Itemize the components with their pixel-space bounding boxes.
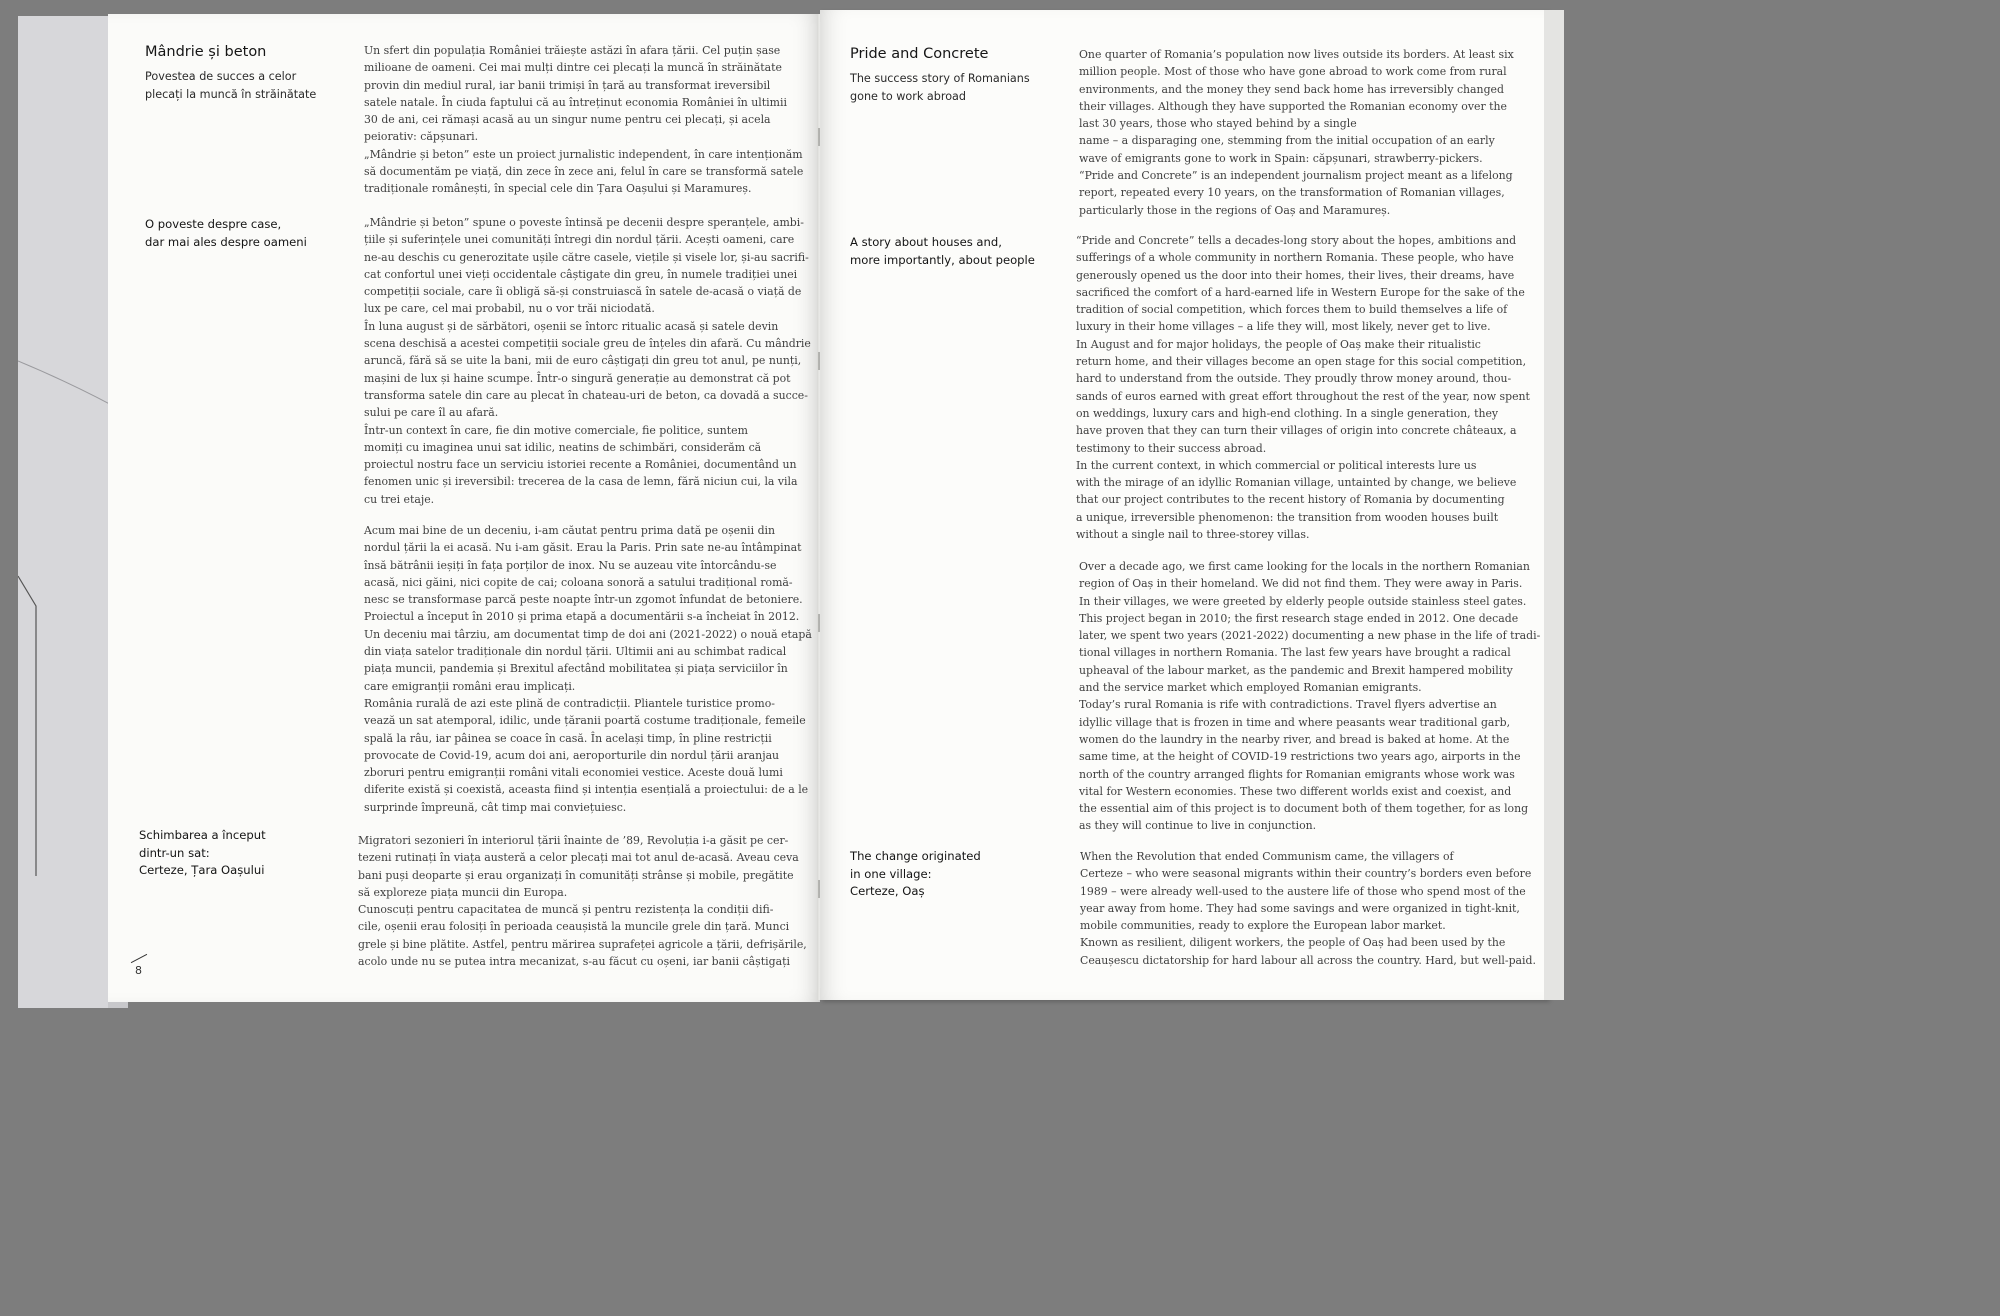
text-line: without a single nail to three-storey villas.	[1076, 528, 1310, 542]
text-line: Proiectul a început în 2010 și prima etapă a documentării s-a încheiat în 2012.	[364, 610, 800, 624]
text-line: north of the country arranged flights for Romanian emigrants whose work was	[1079, 767, 1515, 781]
text-line: competiții sociale, care îi obligă să-și construiască în satele de-acasă o viață de	[364, 285, 802, 299]
text-line: a unique, irreversible phenomenon: the transition from wooden houses built	[1076, 510, 1499, 524]
text-line: ne-au deschis cu generozitate ușile către casele, viețile și visele lor, și-au sacrifi-	[364, 250, 809, 264]
text-line: provin din mediul rural, iar banii trimiși în țară au transformat ireversibil	[364, 78, 771, 92]
text-line: țiile și suferințele unei comunități întregi din nordul țării. Acești oameni, care	[364, 233, 795, 247]
text-line: their villages. Although they have supported the Romanian economy over the	[1079, 99, 1507, 113]
left-title: Mândrie și beton	[145, 44, 267, 60]
text-line: year away from home. They had some savings and were organized in tight-knit,	[1080, 901, 1520, 915]
text-line: 1989 – were already well-used to the austere life of those who spend most of the	[1080, 884, 1526, 898]
text-line: provocate de Covid-19, acum doi ani, aeroporturile din nordul țării aranjau	[364, 748, 780, 762]
text-line: În luna august și de sărbători, oșenii se întorc ritualic acasă și satele devin	[364, 319, 779, 333]
text-line: să documentăm pe viață, din zece în zece ani, felul în care se transformă satele	[364, 165, 804, 179]
text-line: with the mirage of an idyllic Romanian village, untainted by change, we believe	[1076, 476, 1517, 490]
text-line: transforma satele din care au plecat în chateau-uri de beton, ca dovadă a succe-	[364, 388, 808, 402]
text-line: 30 de ani, cei rămași acasă au un singur nume pentru cei plecați, și acela	[364, 113, 771, 127]
text-line: sands of euros earned with great effort throughout the rest of the year, now spent	[1076, 389, 1530, 403]
text-line: zboruri pentru emigranții români vitali economiei vestice. Aceste două lumi	[364, 766, 783, 780]
text-line: wave of emigrants gone to work in Spain: căpșunari, strawberry-pickers.	[1079, 151, 1483, 165]
text-line: milioane de oameni. Cei mai mulți dintre cei plecați la muncă în străinătate	[364, 61, 782, 75]
text-line: and the service market which employed Romanian emigrants.	[1079, 681, 1422, 695]
text-line: Certeze – who were seasonal migrants within their country’s borders even before	[1080, 867, 1532, 881]
text-line: tradition of social competition, which forces them to build themselves a life of	[1076, 303, 1508, 317]
left-section2-body	[364, 522, 812, 816]
text-line: Known as resilient, diligent workers, the people of Oaș had been used by the	[1080, 936, 1506, 950]
text-line: peiorativ: căpșunari.	[364, 130, 479, 144]
text-line: testimony to their success abroad.	[1076, 441, 1267, 455]
text-line: Today’s rural Romania is rife with contradictions. Travel flyers advertise an	[1079, 698, 1497, 712]
text-line: region of Oaș in their homeland. We did not find them. They were away in Paris.	[1079, 577, 1523, 591]
text-line: Un sfert din populația României trăiește astăzi în afara țării. Cel puțin șase	[364, 44, 781, 57]
text-line: momiți cu imaginea unui sat idilic, neatins de schimbări, considerăm că	[364, 440, 762, 454]
text-line: “Pride and Concrete” is an independent journalism project meant as a lifelong	[1079, 169, 1513, 183]
page-edge	[1544, 10, 1564, 1000]
text-line: acolo unde nu se putea intra mecanizat, s-au făcut cu oșeni, iar banii câștigați	[358, 955, 790, 969]
text-line: Într-un context în care, fie din motive comerciale, fie politice, suntem	[364, 423, 748, 437]
text-line: return home, and their villages become an open stage for this social competition,	[1076, 355, 1527, 369]
text-line: surprinde împreună, cât timp mai conviețuiesc.	[364, 800, 627, 814]
text-line: later, we spent two years (2021-2022) documenting a new phase in the life of tradi-	[1079, 629, 1541, 643]
text-line: din viața satelor tradiționale din nordul țării. Ultimii ani au schimbat radical	[364, 645, 787, 659]
text-line: idyllic village that is frozen in time and where peasants wear traditional garb,	[1079, 715, 1511, 729]
text-line: environments, and the money they send back home has irreversibly changed	[1079, 82, 1504, 96]
text-line: report, repeated every 10 years, on the transformation of Romanian villages,	[1079, 186, 1505, 200]
text-line: particularly those in the regions of Oaș and Maramureș.	[1079, 203, 1391, 217]
right-page	[820, 10, 1548, 1000]
text-line: tezeni rutinați în viața austeră a celor plecați mai tot anul de-acasă. Aveau ceva	[358, 851, 799, 865]
right-section3-body	[1080, 848, 1536, 969]
text-line: luxury in their home villages – a life they will, most likely, never get to live.	[1076, 320, 1491, 334]
right-section1-heading: A story about houses and, more importantly, about people	[850, 235, 1035, 267]
right-section3-heading: The change originated in one village: Certeze, Oaș	[850, 849, 981, 898]
text-line: „Mândrie și beton” este un proiect jurnalistic independent, în care intenționăm	[364, 147, 803, 161]
right-intro	[1079, 46, 1514, 219]
text-line: bani puși deoparte și erau organizați în comunități strânse și mobile, pregătite	[358, 868, 794, 882]
left-section3-heading: Schimbarea a început dintr-un sat: Certeze, Țara Oașului	[139, 828, 266, 877]
text-line: piața muncii, pandemia și Brexitul afectând mobilitatea și piața serviciilor în	[364, 662, 788, 676]
left-section3-body	[358, 832, 807, 970]
text-line: last 30 years, those who stayed behind by a single	[1079, 117, 1357, 131]
text-line: Over a decade ago, we first came looking for the locals in the northern Romanian	[1079, 560, 1530, 573]
text-line: Migratori sezonieri în interiorul țării înainte de ’89, Revoluția i-a găsit pe cer-	[358, 834, 789, 847]
text-line: Cunoscuți pentru capacitatea de muncă și pentru rezistența la condiții difi-	[358, 903, 774, 917]
text-line: same time, at the height of COVID-19 restrictions two years ago, airports in the	[1079, 750, 1521, 764]
text-line: care emigranții români erau implicați.	[364, 679, 576, 693]
text-line: on weddings, luxury cars and high-end clothing. In a single generation, they	[1076, 406, 1499, 420]
page-number-mark	[131, 954, 147, 963]
text-line: When the Revolution that ended Communism came, the villagers of	[1080, 850, 1454, 863]
text-line: scena deschisă a acestei competiții sociale greu de înțeles din afară. Cu mândrie	[364, 337, 811, 351]
text-line: lux pe care, cel mai probabil, nu o vor trăi niciodată.	[364, 302, 655, 316]
text-line: România rurală de azi este plină de contradicții. Pliantele turistice promo-	[364, 696, 775, 710]
text-line: One quarter of Romania’s population now lives outside its borders. At least six	[1079, 48, 1514, 61]
left-intro	[364, 42, 803, 198]
text-line: generously opened us the door into their homes, their lives, their dreams, have	[1076, 268, 1515, 282]
text-line: nesc se transformase parcă peste noapte într-un zgomot înfundat de betoniere.	[364, 593, 803, 607]
right-section2-body	[1079, 558, 1540, 835]
text-line: cile, oșenii erau folosiți în perioada ceaușistă la muncile grele din țară. Munci	[358, 920, 790, 934]
text-line: cat confortul unei vieți occidentale câștigate din greu, în numele tradiției unei	[364, 267, 798, 281]
text-line: have proven that they can turn their villages of origin into concrete châteaux, a	[1076, 424, 1517, 438]
text-line: the essential aim of this project is to document both of them together, for as long	[1079, 802, 1529, 816]
text-line: “Pride and Concrete” tells a decades-long story about the hopes, ambitions and	[1076, 234, 1517, 247]
text-line: Ceaușescu dictatorship for hard labour all across the country. Hard, but well-paid.	[1080, 953, 1536, 967]
left-section1-body	[364, 214, 811, 508]
text-line: sufferings of a whole community in northern Romania. These people, who have	[1076, 251, 1514, 265]
text-line: satele natale. În ciuda faptului că au întreținut economia României în ultimii	[364, 95, 787, 109]
right-subtitle: The success story of Romanians gone to work abroad	[850, 72, 1030, 103]
text-line: nordul țării la ei acasă. Nu i-am găsit. Erau la Paris. Prin sate ne-au întâmpinat	[364, 541, 802, 555]
text-line: tional villages in northern Romania. The last few years have brought a radical	[1079, 646, 1511, 660]
text-line: cu trei etaje.	[364, 492, 435, 506]
text-line: să exploreze piața muncii din Europa.	[358, 885, 568, 899]
text-line: mașini de lux și haine scumpe. Într-o singură generație au demonstrat că pot	[364, 371, 791, 385]
text-line: fenomen unic și ireversibil: trecerea de la casa de lemn, fără niciun cui, la vila	[364, 475, 798, 489]
text-line: însă bătrânii ieșiți în fața porților de inox. Nu se auzeau vite întorcându-se	[364, 558, 777, 572]
text-line: name – a disparaging one, stemming from the initial occupation of an early	[1079, 134, 1495, 148]
text-line: In the current context, in which commercial or political interests lure us	[1076, 458, 1477, 472]
text-line: sacrificed the comfort of a hard-earned life in Western Europe for the sake of the	[1076, 285, 1525, 299]
text-line: Un deceniu mai târziu, am documentat timp de doi ani (2021-2022) o nouă etapă	[364, 627, 812, 641]
text-line: sului pe care îl au afară.	[364, 406, 499, 420]
text-line: spală la râu, iar pâinea se coace în casă. În același timp, în pline restricții	[364, 731, 772, 745]
text-line: grele și bine plătite. Astfel, pentru mărirea suprafeței agricole a țării, defrișările,	[358, 937, 807, 951]
left-page	[108, 14, 820, 1002]
text-line: diferite există și coexistă, aceasta fiind și intenția esențială a proiectului: de a le	[364, 783, 809, 797]
text-line: upheaval of the labour market, as the pandemic and Brexit hampered mobility	[1079, 663, 1513, 677]
text-line: women do the laundry in the nearby river, and bread is baked at home. At the	[1079, 732, 1510, 746]
right-section1-body	[1076, 232, 1530, 543]
text-line: „Mândrie și beton” spune o poveste întinsă pe decenii despre speranțele, ambi-	[364, 216, 804, 229]
right-title: Pride and Concrete	[850, 46, 989, 62]
text-line: hard to understand from the outside. They proudly throw money around, thou-	[1076, 372, 1512, 386]
left-section1-heading: O poveste despre case, dar mai ales despre oameni	[145, 217, 307, 249]
text-line: vează un sat atemporal, idilic, unde țăranii poartă costume tradiționale, femeile	[364, 714, 806, 728]
left-subtitle: Povestea de succes a celor plecați la muncă în străinătate	[145, 70, 317, 101]
text-line: that our project contributes to the recent history of Romania by documenting	[1076, 493, 1505, 507]
text-line: In their villages, we were greeted by elderly people outside stainless steel gates.	[1079, 594, 1527, 608]
text-line: In August and for major holidays, the people of Oaș make their ritualistic	[1076, 337, 1481, 351]
text-line: million people. Most of those who have gone abroad to work come from rural	[1079, 65, 1507, 79]
text-line: This project began in 2010; the first research stage ended in 2012. One decade	[1079, 611, 1519, 625]
text-line: mobile communities, ready to explore the European labor market.	[1080, 919, 1446, 933]
text-line: acasă, nici găini, nici copite de cai; coloana sonoră a satului tradițional romă-	[364, 575, 793, 589]
page-number: 8	[135, 964, 142, 977]
text-line: vital for Western economies. These two different worlds exist and coexist, and	[1079, 784, 1512, 798]
text-line: proiectul nostru face un serviciu istoriei recente a României, documentând un	[364, 458, 797, 472]
text-line: tradiționale românești, în special cele din Țara Oașului și Maramureș.	[364, 182, 752, 196]
text-line: Acum mai bine de un deceniu, i-am căutat pentru prima dată pe oșenii din	[364, 524, 776, 537]
text-line: as they will continue to live in conjunction.	[1079, 819, 1317, 833]
text-line: aruncă, fără să se uite la bani, mii de euro câștigați din greu tot anul, pe nunți,	[364, 354, 802, 368]
